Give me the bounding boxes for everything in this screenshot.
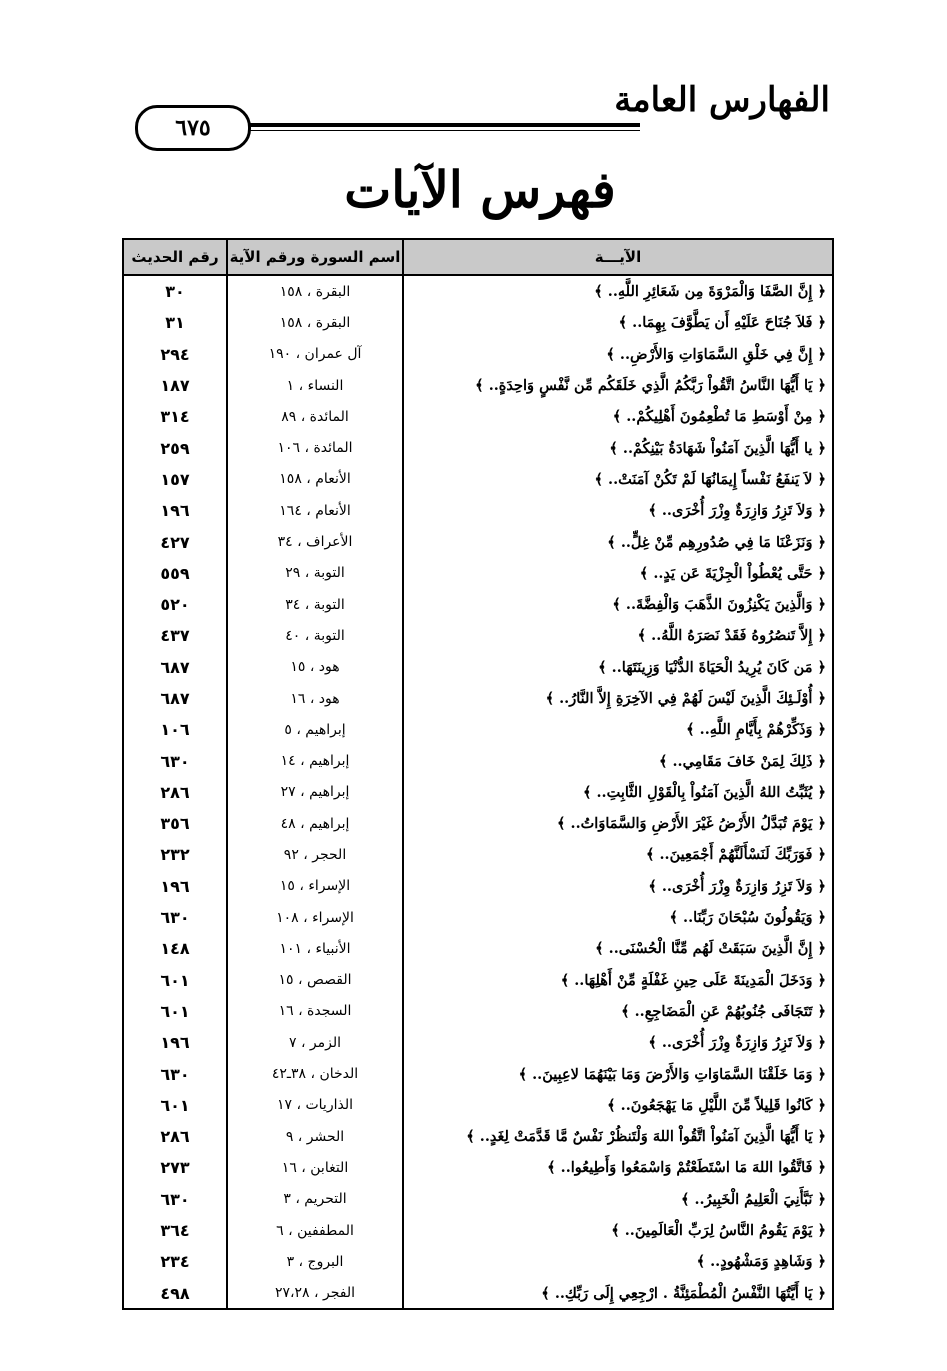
hadith-number-cell: ٢٣٤ bbox=[160, 1252, 190, 1272]
hadith-number-cell: ٤٢٧ bbox=[160, 532, 190, 552]
verse-cell: ﴿ نَبَّأَنِيَ الْعَلِيمُ الْخَبِيرُ.. ﴾ bbox=[402, 1184, 832, 1215]
verse-cell: ﴿ إِنَّ الصَّفَا وَالْمَرْوَةَ مِن شَعَائِرِ اللَّهِ.. ﴾ bbox=[402, 276, 832, 307]
verse-cell: ﴿ وَلاَ تَزِرُ وَازِرَةٌ وِزْرَ أُخْرَى.. ﴾ bbox=[402, 1027, 832, 1058]
page-title: فهرس الآيات bbox=[344, 160, 616, 219]
surah-cell: الإسراء ، ١٠٨ bbox=[226, 902, 402, 933]
hadith-number-cell: ٣٠ bbox=[165, 282, 185, 302]
table-row bbox=[124, 1215, 832, 1246]
surah-cell: إبراهيم ، ٥ bbox=[226, 714, 402, 745]
hadith-number-cell: ٣٥٦ bbox=[160, 814, 190, 834]
table-row bbox=[124, 777, 832, 808]
verse-cell: ﴿ مَن كَانَ يُرِيدُ الْحَيَاةَ الدُّنْيَا وَزِينَتَهَا.. ﴾ bbox=[402, 652, 832, 683]
hadith-number-cell: ٢٨٦ bbox=[160, 1127, 190, 1147]
surah-cell: هود ، ١٥ bbox=[226, 652, 402, 683]
verse-cell: ﴿ حَتَّى يُعْطُواْ الْجِزْيَةَ عَن يَدٍ.. ﴾ bbox=[402, 558, 832, 589]
table-row bbox=[124, 1184, 832, 1215]
hadith-number-cell: ١٠٦ bbox=[160, 720, 190, 740]
hadith-number-cell: ٦٣٠ bbox=[160, 1189, 190, 1209]
table-body bbox=[124, 276, 832, 1309]
hadith-number-cell: ٢٩٤ bbox=[160, 344, 190, 364]
verse-cell: ﴿ مِنْ أَوْسَطِ مَا تُطْعِمُونَ أَهْلِيكُمْ.. ﴾ bbox=[402, 401, 832, 432]
surah-cell: الأنعام ، ١٥٨ bbox=[226, 464, 402, 495]
page-number-badge bbox=[135, 105, 251, 151]
table-row bbox=[124, 526, 832, 557]
hadith-number-cell: ٦٠١ bbox=[160, 1095, 190, 1115]
verse-cell: ﴿ فَوَرَبِّكَ لَنَسْأَلَنَّهُمْ أَجْمَعِينَ.. ﴾ bbox=[402, 839, 832, 870]
table-row bbox=[124, 652, 832, 683]
surah-cell: التحريم ، ٣ bbox=[226, 1184, 402, 1215]
verse-cell: ﴿ يَا أَيُّهَا الَّذِينَ آمَنُواْ اتَّقُواْ اللهَ وَلْتَنظُرْ نَفْسٌ مَّا قَدَّمَتْ لِغَدٍ.. ﴾ bbox=[402, 1121, 832, 1152]
verse-cell: ﴿ إِلاَّ تَنصُرُوهُ فَقَدْ نَصَرَهُ اللَّهُ.. ﴾ bbox=[402, 620, 832, 651]
hadith-number-cell: ٦٣٠ bbox=[160, 908, 190, 928]
hadith-number-cell: ١٤٨ bbox=[160, 939, 190, 959]
verse-cell: ﴿ فَلاَ جُنَاحَ عَلَيْهِ أَن يَطَّوَّفَ بِهِمَا.. ﴾ bbox=[402, 307, 832, 338]
hadith-number-cell: ١٩٦ bbox=[160, 876, 190, 896]
verse-cell: ﴿ يَا أَيَّتُهَا النَّفْسُ الْمُطْمَئِنَّةُ . ارْجِعِي إِلَى رَبِّكِ.. ﴾ bbox=[402, 1278, 832, 1309]
verse-cell: ﴿ وَشَاهِدٍ وَمَشْهُودٍ.. ﴾ bbox=[402, 1246, 832, 1277]
table-row bbox=[124, 495, 832, 526]
surah-cell: الذاريات ، ١٧ bbox=[226, 1090, 402, 1121]
surah-cell: الفجر ، ٢٧،٢٨ bbox=[226, 1278, 402, 1309]
table-row bbox=[124, 464, 832, 495]
table-row bbox=[124, 714, 832, 745]
table-row bbox=[124, 1152, 832, 1183]
verse-cell: ﴿ وَيَقُولُونَ سُبْحَانَ رَبِّنَا.. ﴾ bbox=[402, 902, 832, 933]
verse-cell: ﴿ وَلاَ تَزِرُ وَازِرَةٌ وِزْرَ أُخْرَى.. ﴾ bbox=[402, 871, 832, 902]
table-row bbox=[124, 683, 832, 714]
table-row bbox=[124, 965, 832, 996]
verse-cell: ﴿ فَاتَّقُوا اللهَ مَا اسْتَطَعْتُمْ وَاسْمَعُوا وَأَطِيعُوا.. ﴾ bbox=[402, 1152, 832, 1183]
table-row bbox=[124, 871, 832, 902]
table-row bbox=[124, 558, 832, 589]
verse-cell: ﴿ يَوْمَ يَقُومُ النَّاسُ لِرَبِّ الْعَالَمِينَ.. ﴾ bbox=[402, 1215, 832, 1246]
surah-cell: البروج ، ٣ bbox=[226, 1246, 402, 1277]
hadith-number-cell: ٦٠١ bbox=[160, 1001, 190, 1021]
hadith-number-cell: ٦٨٧ bbox=[160, 657, 190, 677]
table-row bbox=[124, 996, 832, 1027]
column-header-hadith: رقم الحديث bbox=[131, 248, 219, 266]
verse-cell: ﴿ يَوْمَ تُبَدَّلُ الأَرْضُ غَيْرَ الأَرْضِ وَالسَّمَاوَاتُ.. ﴾ bbox=[402, 808, 832, 839]
table-row bbox=[124, 432, 832, 463]
verse-cell: ﴿ إِنَّ فِي خَلْقِ السَّمَاوَاتِ وَالأَرْضِ.. ﴾ bbox=[402, 339, 832, 370]
running-title: الفهارس العامة bbox=[614, 80, 830, 120]
hadith-number-cell: ٢٨٦ bbox=[160, 782, 190, 802]
page-number: ٦٧٥ bbox=[175, 115, 211, 141]
table-row bbox=[124, 1278, 832, 1309]
surah-cell: الحجر ، ٩٢ bbox=[226, 839, 402, 870]
hadith-number-cell: ١٥٧ bbox=[160, 469, 190, 489]
table-row bbox=[124, 276, 832, 307]
surah-cell: النساء ، ١ bbox=[226, 370, 402, 401]
table-row bbox=[124, 401, 832, 432]
verse-cell: ﴿ وَذَكِّرْهُمْ بِأَيَّامِ اللَّهِ.. ﴾ bbox=[402, 714, 832, 745]
verse-cell: ﴿ يُثَبِّتُ اللهُ الَّذِينَ آمَنُواْ بِالْقَوْلِ الثَّابِتِ.. ﴾ bbox=[402, 777, 832, 808]
hadith-number-cell: ٦٨٧ bbox=[160, 689, 190, 708]
surah-cell: التوبة ، ٢٩ bbox=[226, 558, 402, 589]
hadith-number-cell: ٥٥٩ bbox=[160, 563, 190, 583]
hadith-number-cell: ٤٣٧ bbox=[160, 626, 190, 646]
surah-cell: السجدة ، ١٦ bbox=[226, 996, 402, 1027]
hadith-number-cell: ٤٩٨ bbox=[160, 1283, 190, 1303]
surah-cell: المائدة ، ٨٩ bbox=[226, 401, 402, 432]
verse-cell: ﴿ وَالَّذِينَ يَكْنِزُونَ الذَّهَبَ وَالْفِضَّةَ.. ﴾ bbox=[402, 589, 832, 620]
surah-cell: الزمر ، ٧ bbox=[226, 1027, 402, 1058]
surah-cell: المطففين ، ٦ bbox=[226, 1215, 402, 1246]
surah-cell: إبراهيم ، ٤٨ bbox=[226, 808, 402, 839]
surah-cell: القصص ، ١٥ bbox=[226, 965, 402, 996]
surah-cell: البقرة ، ١٥٨ bbox=[226, 276, 402, 307]
table-row bbox=[124, 839, 832, 870]
hadith-number-cell: ٦٠١ bbox=[160, 970, 190, 990]
column-header-surah: اسم السورة ورقم الآية bbox=[226, 240, 402, 274]
surah-cell: التوبة ، ٤٠ bbox=[226, 620, 402, 651]
surah-cell: إبراهيم ، ٢٧ bbox=[226, 777, 402, 808]
table-row bbox=[124, 1246, 832, 1277]
hadith-number-cell: ١٩٦ bbox=[160, 501, 190, 521]
hadith-number-cell: ٣١٤ bbox=[160, 407, 190, 427]
table-row bbox=[124, 307, 832, 338]
header-rule bbox=[220, 123, 640, 127]
surah-cell: التغابن ، ١٦ bbox=[226, 1152, 402, 1183]
verse-cell: ﴿ تَتَجَافَى جُنُوبُهُمْ عَنِ الْمَضَاجِعِ.. ﴾ bbox=[402, 996, 832, 1027]
table-row bbox=[124, 933, 832, 964]
table-row bbox=[124, 620, 832, 651]
surah-cell: الحشر ، ٩ bbox=[226, 1121, 402, 1152]
surah-cell: المائدة ، ١٠٦ bbox=[226, 432, 402, 463]
hadith-number-cell: ٣٦٤ bbox=[160, 1221, 190, 1241]
table-row bbox=[124, 1058, 832, 1089]
verse-cell: ﴿ ذَلِكَ لِمَنْ خَافَ مَقَامِي.. ﴾ bbox=[402, 745, 832, 776]
verse-cell: ﴿ يا أَيُّهَا الَّذِينَ آمَنُواْ شَهَادَةُ بَيْنِكُمْ.. ﴾ bbox=[402, 432, 832, 463]
verse-cell: ﴿ وَدَخَلَ الْمَدِينَةَ عَلَى حِينِ غَفْلَةٍ مِّنْ أَهْلِهَا.. ﴾ bbox=[402, 965, 832, 996]
table-row bbox=[124, 339, 832, 370]
hadith-number-cell: ٥٢٠ bbox=[160, 595, 190, 615]
hadith-number-cell: ١٩٦ bbox=[160, 1033, 190, 1053]
table-row bbox=[124, 1090, 832, 1121]
verse-cell: ﴿ أُوْلَـئِكَ الَّذِينَ لَيْسَ لَهُمْ فِي الآخِرَةِ إِلاَّ النَّارُ.. ﴾ bbox=[402, 683, 832, 714]
verse-cell: ﴿ وَنَزَعْنَا مَا فِي صُدُورِهِم مِّنْ غِلٍّ.. ﴾ bbox=[402, 526, 832, 557]
verse-cell: ﴿ إِنَّ الَّذِينَ سَبَقَتْ لَهُم مِّنَّا الْحُسْنَى.. ﴾ bbox=[402, 933, 832, 964]
hadith-number-cell: ٢٧٣ bbox=[160, 1158, 190, 1178]
hadith-number-cell: ٦٣٠ bbox=[160, 1064, 190, 1084]
verses-index-table bbox=[122, 238, 834, 1310]
header-rule-thin bbox=[220, 130, 640, 131]
verse-cell: ﴿ كَانُوا قَلِيلاً مِّنَ اللَّيْلِ مَا يَهْجَعُونَ.. ﴾ bbox=[402, 1090, 832, 1121]
table-row bbox=[124, 902, 832, 933]
verse-cell: ﴿ وَلاَ تَزِرُ وَازِرَةٌ وِزْرَ أُخْرَى.. ﴾ bbox=[402, 495, 832, 526]
table-row bbox=[124, 370, 832, 401]
hadith-number-cell: ٣١ bbox=[165, 313, 185, 333]
surah-cell: الأنبياء ، ١٠١ bbox=[226, 933, 402, 964]
surah-cell: الأنعام ، ١٦٤ bbox=[226, 495, 402, 526]
hadith-number-cell: ١٨٧ bbox=[160, 376, 190, 396]
surah-cell: هود ، ١٦ bbox=[226, 683, 402, 714]
surah-cell: الدخان ، ٣٨ـ٤٢ bbox=[226, 1058, 402, 1089]
verse-cell: ﴿ لاَ يَنفَعُ نَفْساً إِيمَانُهَا لَمْ تَكُنْ آمَنَتْ.. ﴾ bbox=[402, 464, 832, 495]
table-row bbox=[124, 1027, 832, 1058]
table-row bbox=[124, 1121, 832, 1152]
hadith-number-cell: ٢٥٩ bbox=[160, 438, 190, 458]
table-header bbox=[124, 240, 832, 276]
table-row bbox=[124, 589, 832, 620]
surah-cell: التوبة ، ٣٤ bbox=[226, 589, 402, 620]
column-header-verse: الآيـــة bbox=[402, 240, 832, 274]
surah-cell: الإسراء ، ١٥ bbox=[226, 871, 402, 902]
hadith-number-cell: ٦٣٠ bbox=[160, 751, 190, 771]
surah-cell: البقرة ، ١٥٨ bbox=[226, 307, 402, 338]
verse-cell: ﴿ يَا أَيُّهَا النَّاسُ اتَّقُواْ رَبَّكُمُ الَّذِي خَلَقَكُم مِّن نَّفْسٍ وَاحِدَةٍ.. ﴾ bbox=[402, 370, 832, 401]
table-row bbox=[124, 808, 832, 839]
surah-cell: آل عمران ، ١٩٠ bbox=[226, 339, 402, 370]
hadith-number-cell: ٢٣٢ bbox=[160, 845, 190, 865]
surah-cell: إبراهيم ، ١٤ bbox=[226, 745, 402, 776]
surah-cell: الأعراف ، ٣٤ bbox=[226, 526, 402, 557]
verse-cell: ﴿ وَمَا خَلَقْنَا السَّمَاوَاتِ وَالأَرْضَ وَمَا بَيْنَهُمَا لاعِبِينَ.. ﴾ bbox=[402, 1058, 832, 1089]
page-header bbox=[130, 80, 830, 140]
table-row bbox=[124, 745, 832, 776]
